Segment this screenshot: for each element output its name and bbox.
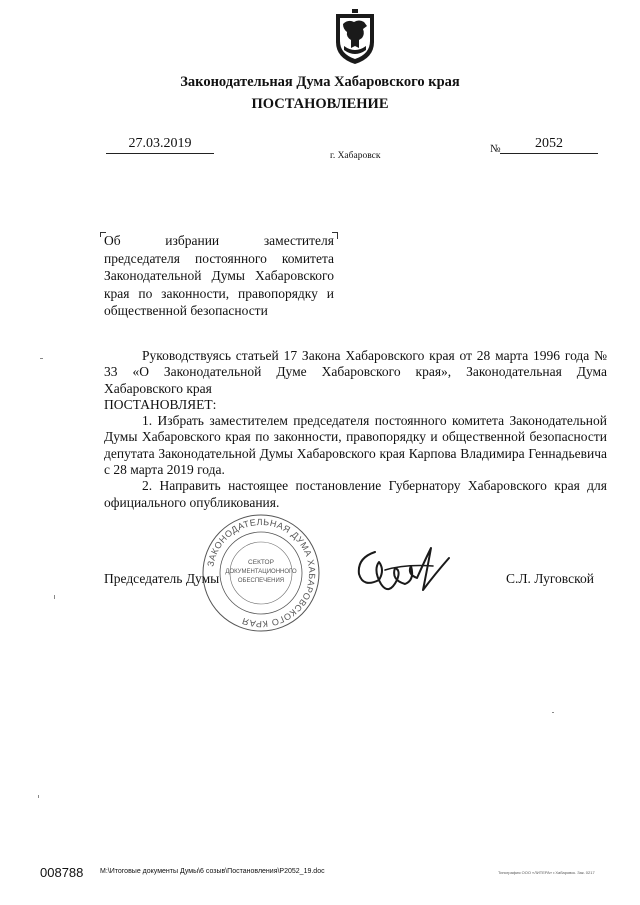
- item-2-paragraph: 2. Направить настоящее постановление Губернатору Хабаровского края для официального опубликования.: [104, 478, 607, 510]
- handwritten-signature: [345, 540, 465, 602]
- stamp-center-line-1: СЕКТОР: [248, 559, 274, 566]
- scan-speck: [54, 595, 55, 599]
- stamp-ring-text: ЗАКОНОДАТЕЛЬНАЯ ДУМА ХАБАРОВСКОГО КРАЯ: [205, 516, 318, 630]
- document-number: 2052: [500, 136, 598, 154]
- subject-first-line: Об избрании заместителя: [104, 233, 334, 248]
- document-body: [104, 348, 607, 511]
- city-name: г. Хабаровск: [330, 151, 381, 161]
- stamp-center-line-3: ОБЕСПЕЧЕНИЯ: [237, 578, 285, 584]
- signatory-name: С.Л. Луговской: [506, 571, 594, 586]
- registry-number: 008788: [40, 865, 84, 880]
- document-type-heading: ПОСТАНОВЛЕНИЕ: [251, 96, 389, 112]
- scan-speck: [552, 712, 554, 713]
- number-sign: №: [490, 143, 501, 155]
- file-path: M:\Итоговые документы Думы\6 созыв\Постановления\P2052_19.doc: [100, 868, 325, 875]
- organization-title: Законодательная Дума Хабаровского края: [180, 74, 460, 90]
- coat-of-arms-emblem: [332, 8, 378, 66]
- preamble-paragraph: Руководствуясь статьей 17 Закона Хабаровского края от 28 марта 1996 года № 33 «О Законодательной Думе Хабаровского края», Законодательная Дума Хабаровского края: [104, 348, 607, 396]
- document-subject: [104, 232, 334, 320]
- scan-speck: [40, 358, 43, 359]
- printer-fine-print: Типография ООО «ЛИТЕРА» г.Хабаровск. Зак. 0217: [498, 870, 595, 875]
- subject-rest: председателя постоянного комитета Законодательной Думы Хабаровского края по законности, правопорядку и общественной безопасности: [104, 250, 334, 318]
- decree-word: ПОСТАНОВЛЯЕТ:: [104, 396, 217, 412]
- stamp-center-line-2: ДОКУМЕНТАЦИОННОГО: [225, 569, 297, 575]
- scan-speck: [38, 795, 39, 798]
- item-1-paragraph: 1. Избрать заместителем председателя постоянного комитета Законодательной Думы Хабаровского края по законности, правопорядку и общественной безопасности депутата Законодательной Думы Хабаровского края Карпова Владимира Геннадьевича с 28 марта 2019 года.: [104, 413, 607, 478]
- document-date: 27.03.2019: [106, 136, 214, 154]
- signatory-title: Председатель Думы: [104, 571, 220, 586]
